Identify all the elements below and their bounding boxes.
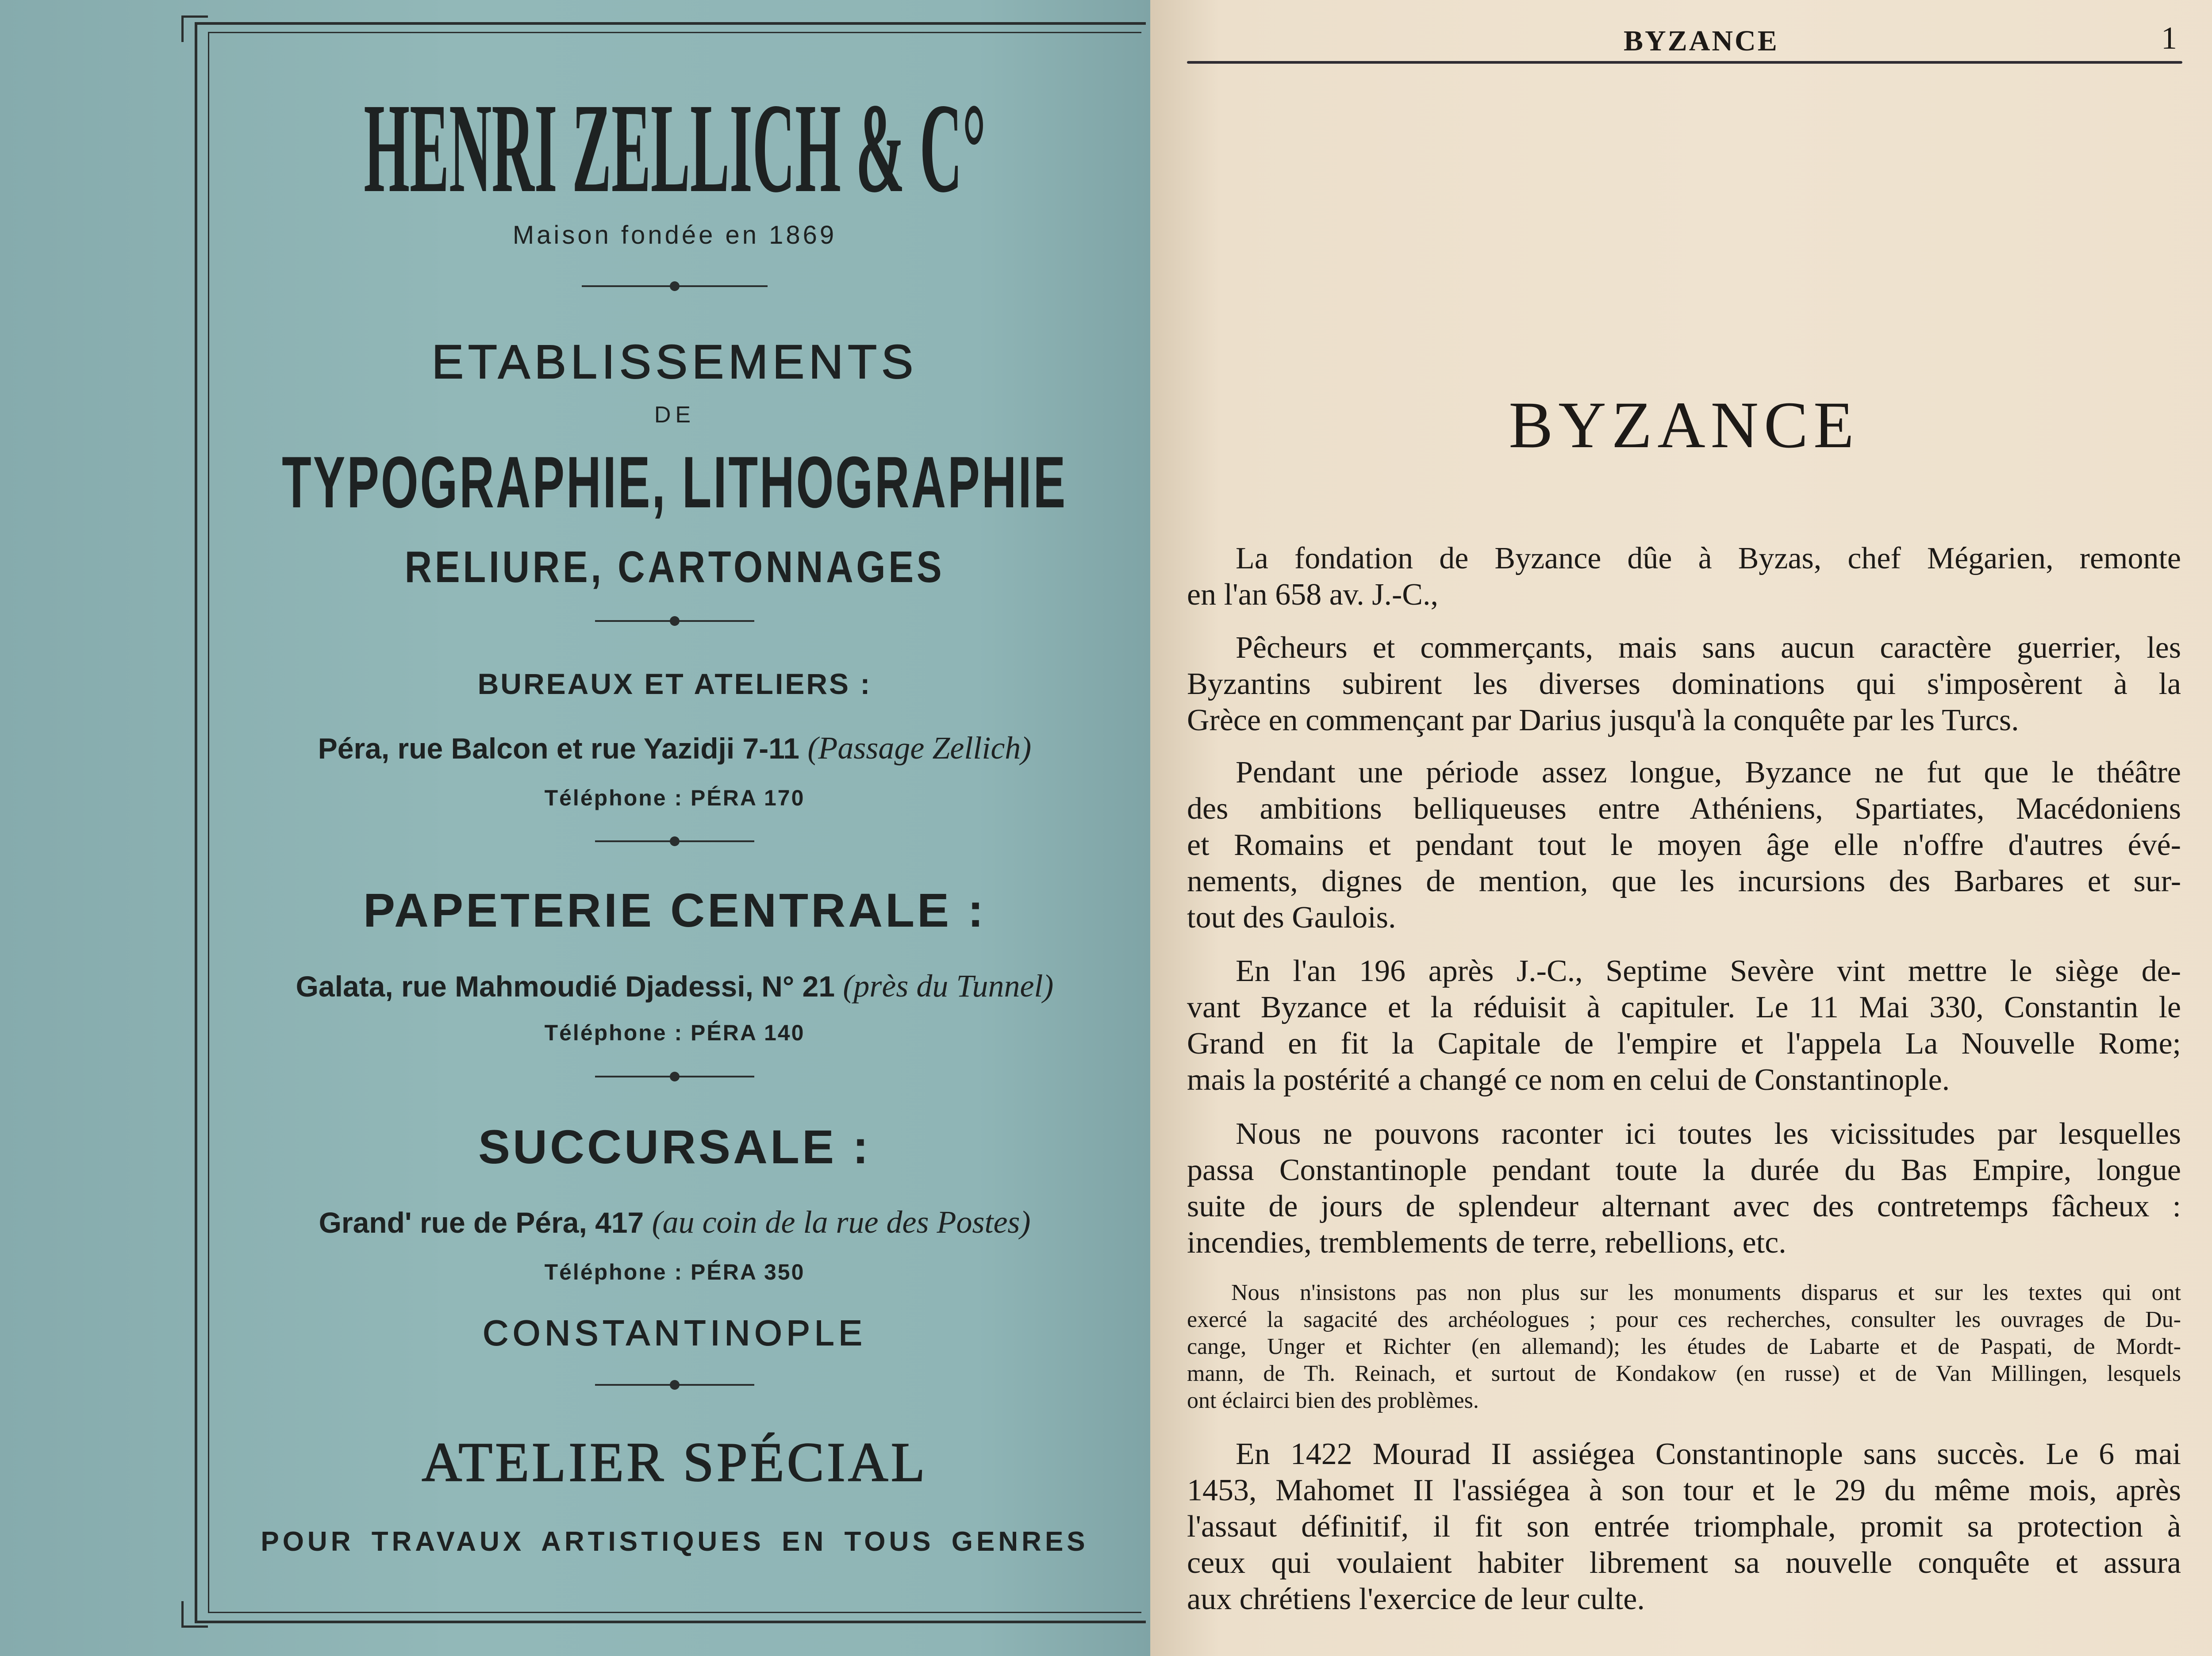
text-line: nements, dignes de mention, que les incursions des Barbares et sur-	[1187, 864, 2181, 898]
ornament-divider	[595, 840, 754, 842]
company-name: HENRI ZELLICH & C°	[363, 77, 986, 219]
city-text: CONSTANTINOPLE	[483, 1313, 867, 1353]
frame-inner-border	[208, 32, 1141, 1613]
text-line: l'assaut définitif, il fit son entrée triomphale, promit sa protection à	[1187, 1510, 2181, 1544]
text-line: Nous ne pouvons raconter ici toutes les vicissitudes par lesquelles	[1236, 1117, 2181, 1151]
text-line: En 1422 Mourad II assiégea Constantinople sans succès. Le 6 mai	[1236, 1437, 2181, 1471]
text-line: Nous n'insistons pas non plus sur les monuments disparus et sur les textes qui ont	[1231, 1280, 2181, 1305]
establishments-heading: ETABLISSEMENTS	[431, 335, 918, 388]
running-head: BYZANCE	[1624, 25, 1779, 57]
chapter-title: BYZANCE	[1509, 388, 1859, 462]
papeterie-address	[208, 968, 1141, 1004]
paragraph	[1187, 953, 2181, 1098]
papeterie-note: (près du Tunnel)	[843, 968, 1054, 1004]
paragraph	[1187, 755, 2181, 936]
text-line: en l'an 658 av. J.-C.,	[1187, 578, 1438, 612]
offices-phone: Téléphone : PÉRA 170	[544, 786, 805, 810]
succursale-address	[208, 1204, 1141, 1241]
paragraph	[1187, 540, 2181, 613]
binding-heading-row	[208, 542, 1141, 593]
succursale-heading: SUCCURSALE :	[478, 1120, 871, 1173]
text-line: Grand en fit la Capitale de l'empire et l'appela La Nouvelle Rome;	[1187, 1027, 2181, 1061]
paragraph	[1187, 1436, 2181, 1618]
text-line: Grèce en commençant par Darius jusqu'à la conquête par les Turcs.	[1187, 703, 2019, 737]
text-line: des ambitions belliqueuses entre Athéniens, Spartiates, Macédoniens	[1187, 792, 2181, 826]
company-name-row	[208, 77, 1141, 219]
text-line: ont éclairci bien des problèmes.	[1187, 1388, 1479, 1413]
papeterie-address-text: Galata, rue Mahmoudié Djadessi, N° 21	[296, 970, 835, 1003]
corner-ornament	[181, 1601, 208, 1628]
offices-address-text: Péra, rue Balcon et rue Yazidji 7-11	[318, 732, 800, 765]
text-line: passa Constantinople pendant toute la durée du Bas Empire, longue	[1187, 1153, 2181, 1187]
ornament-divider	[595, 620, 754, 622]
text-line: Pêcheurs et commerçants, mais sans aucun caractère guerrier, les	[1236, 631, 2181, 665]
trades-heading: TYPOGRAPHIE, LITHOGRAPHIE	[282, 441, 1068, 523]
header-rule	[1187, 61, 2182, 64]
text-line: cange, Unger et Richter (en allemand); les études de Labarte et de Paspati, de Mordt-	[1187, 1334, 2181, 1359]
text-line: vant Byzance et la réduisit à capituler. Le 11 Mai 330, Constantin le	[1187, 990, 2181, 1024]
text-line: Pendant une période assez longue, Byzance ne fut que le théâtre	[1236, 755, 2181, 790]
ornament-divider	[595, 1076, 754, 1077]
founded-text: Maison fondée en 1869	[512, 221, 837, 249]
text-line: tout des Gaulois.	[1187, 901, 1396, 935]
atelier-heading: ATELIER SPÉCIAL	[422, 1432, 928, 1493]
offices-heading: BUREAUX ET ATELIERS :	[477, 667, 872, 700]
atelier-subheading: POUR TRAVAUX ARTISTIQUES EN TOUS GENRES	[261, 1526, 1089, 1557]
footnote	[1187, 1279, 2181, 1414]
ornament-divider	[582, 285, 768, 287]
paragraph	[1187, 1116, 2181, 1261]
ornament-divider	[595, 1384, 754, 1386]
text-line: suite de jours de splendeur alternant avec des contretemps fâcheux :	[1187, 1189, 2181, 1223]
text-line: aux chrétiens l'exercice de leur culte.	[1187, 1582, 1645, 1616]
de-text: DE	[654, 402, 695, 428]
trades-heading-row	[208, 441, 1141, 523]
succursale-phone: Téléphone : PÉRA 350	[544, 1260, 805, 1284]
text-line: ceux qui voulaient habiter librement sa nouvelle conquête et assura	[1187, 1546, 2181, 1580]
page-number: 1	[2161, 20, 2177, 56]
paragraph	[1187, 630, 2181, 739]
binding-heading: RELIURE, CARTONNAGES	[404, 542, 945, 592]
offices-note: (Passage Zellich)	[807, 730, 1032, 766]
papeterie-phone: Téléphone : PÉRA 140	[544, 1020, 805, 1045]
offices-address	[208, 730, 1141, 767]
papeterie-heading: PAPETERIE CENTRALE :	[363, 883, 987, 937]
succursale-address-text: Grand' rue de Péra, 417	[319, 1206, 644, 1239]
text-line: mann, de Th. Reinach, et surtout de Kondakow (en russe) et de Van Millingen, lesquels	[1187, 1361, 2181, 1386]
text-line: et Romains et pendant tout le moyen âge elle n'offre d'autres évé-	[1187, 828, 2181, 862]
text-line: La fondation de Byzance dûe à Byzas, chef Mégarien, remonte	[1236, 541, 2181, 575]
text-line: exercé la sagacité des archéologues ; pour ces recherches, consulter les ouvrages de Du-	[1187, 1307, 2181, 1332]
corner-ornament	[181, 15, 208, 42]
text-line: incendies, tremblements de terre, rebellions, etc.	[1187, 1226, 1786, 1260]
text-line: mais la postérité a changé ce nom en celui de Constantinople.	[1187, 1063, 1950, 1097]
text-line: En l'an 196 après J.-C., Septime Sevère vint mettre le siège de-	[1236, 954, 2181, 988]
succursale-note: (au coin de la rue des Postes)	[652, 1204, 1031, 1240]
text-line: 1453, Mahomet II l'assiégea à son tour et le 29 du même mois, après	[1187, 1473, 2181, 1507]
text-line: Byzantins subirent les diverses dominations qui s'imposèrent à la	[1187, 667, 2181, 701]
